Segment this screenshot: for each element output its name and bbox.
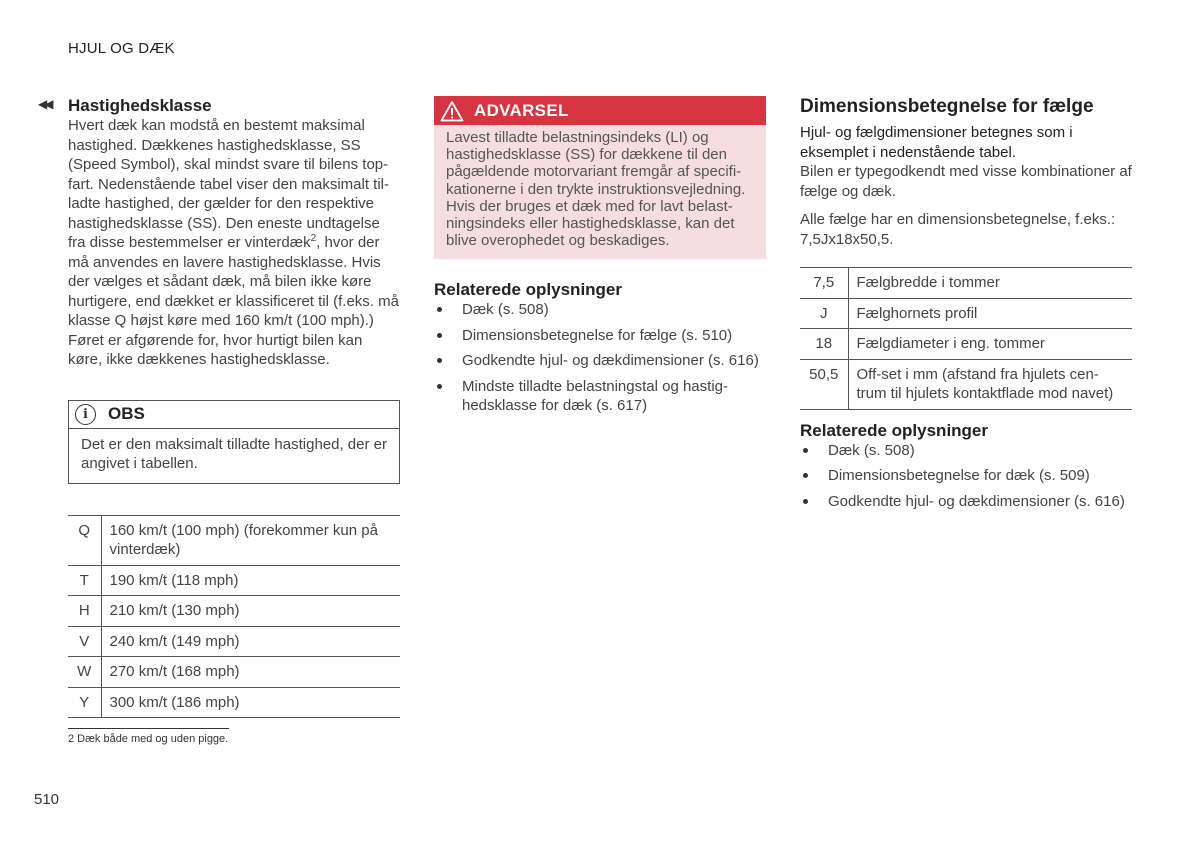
table-cell-key: Q [68,515,101,565]
table-cell-value: 190 km/t (118 mph) [109,571,239,589]
related-info-list [800,441,1132,512]
table-cell-value: 160 km/t (100 mph) (forekommer kun på vinterdæk) [109,521,378,558]
related-link[interactable]: Dæk (s. 508) [800,441,1132,461]
table-cell-key: H [68,596,101,627]
table-row [68,515,400,565]
back-arrow-icon[interactable]: ◀◀ [38,97,51,111]
table-row [800,298,1132,329]
section-heading-rim-dimensions: Dimensionsbetegnelse for fælge [800,96,1094,117]
rim-paragraph-2: Alle fælge har en dimensionsbetegnelse, f.eks.: 7,5Jx18x50,5. [800,211,1116,248]
table-cell-key: T [68,565,101,596]
table-cell-value: 210 km/t (130 mph) [109,602,240,619]
warning-text: Lavest tilladte belastningsindeks (LI) og hastighedsklasse (SS) for dækkene til den pågældende motorvariant fremgår af specifi-kationerne i den trykte instruktionsvejledning. Hvis der bruges et dæk med for lavt belast-ningsindeks eller hastighedsklasse, kan det blive overophedet og beskadiges. [434,125,766,259]
table-cell-key: W [68,657,101,688]
rim-dimension-table [800,267,1132,410]
warning-box [434,96,766,259]
table-cell-key: 50,5 [800,359,848,409]
warning-title: ADVARSEL [474,100,569,120]
speed-class-table [68,515,400,719]
table-cell-value: Fælghornets profil [856,304,978,322]
related-info-heading: Relaterede oplysninger [800,420,989,440]
table-cell-key: 7,5 [800,268,848,299]
related-info-heading: Relaterede oplysninger [434,280,623,300]
warning-triangle-icon [440,100,464,122]
table-row [68,626,400,657]
column-warning [434,96,766,422]
table-row [800,329,1132,360]
table-cell-value: 300 km/t (186 mph) [109,693,240,711]
table-cell-value: 240 km/t (149 mph) [109,632,240,650]
related-link[interactable]: Dimensionsbetegnelse for dæk (s. 509) [800,466,1132,486]
table-cell-key: V [68,626,101,657]
table-cell-key: Y [68,687,101,718]
warning-header [434,96,766,125]
speed-class-paragraph [68,116,400,370]
column-rim-dimensions [800,96,1132,517]
table-cell-value: Fælgdiameter i eng. tommer [856,335,1045,352]
related-link[interactable]: Dimensionsbetegnelse for fælge (s. 510) [434,326,766,346]
table-row [68,596,400,627]
obs-text: Det er den maksimalt tilladte hastighed, der er angivet i tabellen. [81,435,387,472]
page-number: 510 [34,791,60,808]
obs-note-box [68,400,400,484]
table-row [800,268,1132,299]
related-link[interactable]: Godkendte hjul- og dækdimensioner (s. 616) [800,492,1132,512]
rim-paragraph-1: Bilen er typegodkendt med visse kombinationer af fælge og dæk. [800,163,1132,200]
table-row [68,657,400,688]
footnote: 2 Dæk både med og uden pigge. [68,733,229,745]
paragraph-part-a: Hvert dæk kan modstå en bestemt maksimal hastighed. Dækkenes hastighedsklasse, SS (Speed Symbol), skal mindst svare til bilens top-fart. Nedenstående tabel viser den maksimalt til-ladte hastighed, der gælder for den respektive hastighedsklasse (SS). Den eneste undtagelse fra disse bestemmelser er vinterdæk [68,117,389,251]
obs-header [69,401,399,429]
table-row [800,359,1132,409]
related-info-list [434,300,766,416]
related-link[interactable]: Godkendte hjul- og dækdimensioner (s. 616) [434,351,766,371]
section-heading-speed-class: Hastighedsklasse [68,96,212,115]
table-cell-value: Off-set i mm (afstand fra hjulets cen-trum til hjulets kontaktflade mod navet) [856,365,1114,402]
info-icon: i [75,404,96,425]
table-cell-key: 18 [800,329,848,360]
page-header: HJUL OG DÆK [68,40,175,57]
obs-title: OBS [108,404,145,423]
footnote-divider [68,728,229,729]
table-row [68,565,400,596]
related-link[interactable]: Dæk (s. 508) [434,300,766,320]
table-cell-value: Fælgbredde i tommer [856,274,1000,291]
rim-lead-text: Hjul- og fælgdimensioner betegnes som i eksemplet i nedenstående tabel. [800,124,1073,161]
footnote-ref[interactable]: 2 [310,233,317,244]
column-speed-class [68,96,400,718]
related-link[interactable]: Mindste tilladte belastningstal og hastig-hedsklasse for dæk (s. 617) [434,377,766,416]
table-cell-value: 270 km/t (168 mph) [109,663,240,680]
paragraph-part-b: , hvor der må anvendes en lavere hastighedsklasse. Hvis der vælges et sådant dæk, må bilen ikke køre hurtigere, end dækket er klassificeret til (f.eks. må klasse Q højst køre med 160 km/t (100 mph).) Føret er afgørende for, hvor hurtigt bilen kan køre, ikke dækkenes hastighedsklasse. [68,234,399,368]
table-cell-key: J [800,298,848,329]
table-row [68,687,400,718]
